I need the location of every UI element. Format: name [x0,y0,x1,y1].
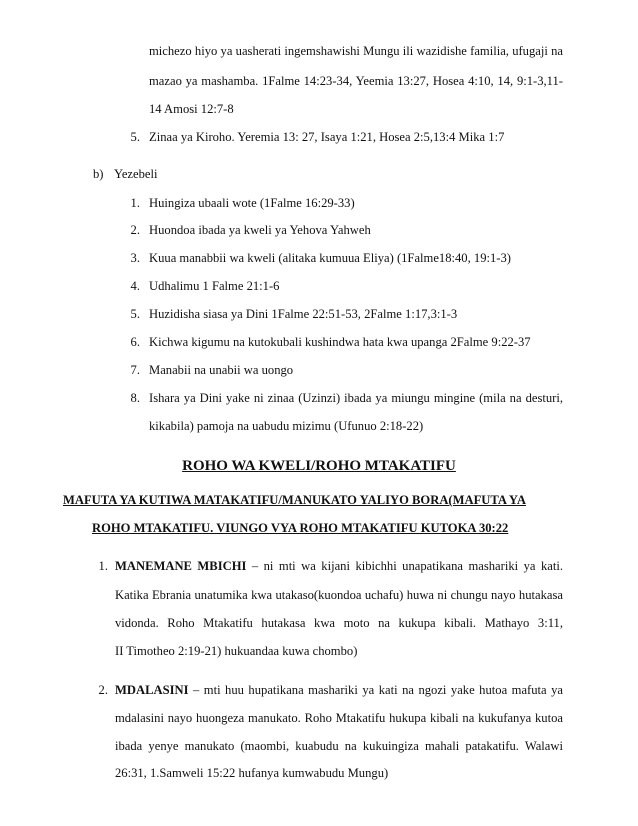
point-line: Katika Ebrania unatumika kwa utakaso(kuondoa uchafu) huwa ni chungu nayo hutakasa [115,588,563,602]
subheading-line: ROHO MTAKATIFU. VIUNGO VYA ROHO MTAKATIFU KUTOKA 30:22 [92,521,509,535]
point-line: vidonda. Roho Mtakatifu hutakasa kwa moto na kukupa kibali. Mathayo 3:11, [115,616,563,630]
list-item-text: Huondoa ibada ya kweli ya Yehova Yahweh [149,223,371,237]
list-item-text: Kuua manabbii wa kweli (alitaka kumuua Eliya) (1Falme18:40, 19:1-3) [149,251,511,265]
point-first-line [115,683,563,698]
list-number: 6. [130,335,140,349]
list-number: 7. [130,363,140,377]
list-item-text: Manabii na unabii wa uongo [149,363,294,377]
point-text: – ni mti wa kijani kibichhi unapatikana mashariki ya kati. [251,559,563,573]
list-number: 8. [130,391,140,405]
point-first-line [115,559,563,574]
continuation-line: michezo hiyo ya uasherati ingemshawishi Mungu ili wazidishe familia, ufugaji na [149,44,563,58]
list-number: 5. [130,307,140,321]
point-term: MDALASINI [115,683,189,697]
subheading-line: MAFUTA YA KUTIWA MATAKATIFU/MANUKATO YALIYO BORA(MAFUTA YA [63,493,526,507]
list-item-text: Ishara ya Dini yake ni zinaa (Uzinzi) ibada ya miungu mingine (mila na desturi, [149,391,563,405]
list-item-text: Kichwa kigumu na kutokubali kushindwa hata kwa upanga 2Falme 9:22-37 [149,335,531,349]
point-text: – mti huu hupatikana mashariki ya kati na ngozi yake hutoa mafuta ya [192,683,563,697]
list-number: 1. [98,559,108,573]
point-line: II Timotheo 2:19-21) hukuandaa kuwa chombo) [115,644,358,658]
section-label: b) [93,167,104,181]
list-item-text: Huzidisha siasa ya Dini 1Falme 22:51-53, 2Falme 1:17,3:1-3 [149,307,458,321]
section-title: Yezebeli [114,167,158,181]
list-item-text: Huingiza ubaali wote (1Falme 16:29-33) [149,196,355,210]
list-number: 3. [130,251,140,265]
list-item-text: Zinaa ya Kiroho. Yeremia 13: 27, Isaya 1:21, Hosea 2:5,13:4 Mika 1:7 [149,130,505,144]
list-item-text: kikabila) pamoja na uabudu mizimu (Ufunuo 2:18-22) [149,419,424,433]
list-item-text: Udhalimu 1 Falme 21:1-6 [149,279,280,293]
list-number: 2. [98,683,108,697]
continuation-line: mazao ya mashamba. 1Falme 14:23-34, Yeemia 13:27, Hosea 4:10, 14, 9:1-3,11- [149,74,563,88]
list-number: 5. [130,130,140,144]
list-number: 2. [130,223,140,237]
list-number: 4. [130,279,140,293]
point-term: MANEMANE MBICHI [115,559,247,573]
continuation-line: 14 Amosi 12:7-8 [149,102,234,116]
point-line: mdalasini nayo huongeza manukato. Roho Mtakatifu hukupa kibali na kukufanya kutoa [115,711,563,725]
point-line: ibada yenye manukato (maombi, kuabudu na kukuingiza mahali patakatifu. Walawi [115,739,563,753]
section-heading: ROHO WA KWELI/ROHO MTAKATIFU [182,458,456,474]
point-line: 26:31, 1.Samweli 15:22 hufanya kumwabudu Mungu) [115,766,389,780]
list-number: 1. [130,196,140,210]
